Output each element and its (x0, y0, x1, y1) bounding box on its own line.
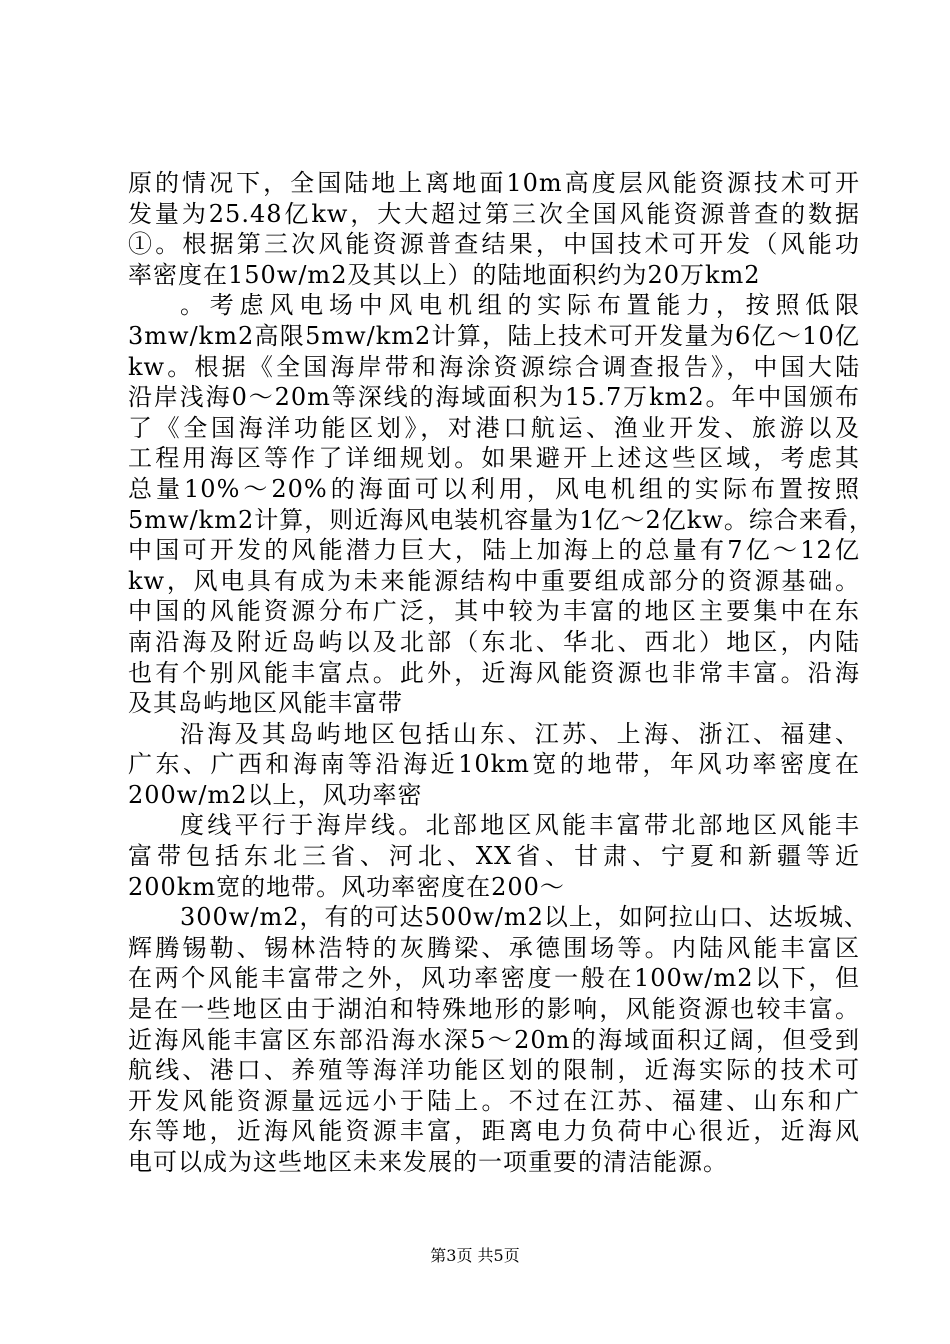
text-line: 广东、广西和海南等沿海近10km宽的地带，年风功率密度在 (128, 750, 860, 779)
text-line: 200w/m2以上，风功率密 (128, 780, 423, 809)
text-line: 电可以成为这些地区未来发展的一项重要的清洁能源。 (128, 1148, 728, 1176)
text-line: 东等地，近海风能资源丰富，距离电力负荷中心很近，近海风 (128, 1117, 860, 1146)
text-line: 300w/m2，有的可达500w/m2以上，如阿拉山口、达坂城、 (180, 903, 869, 932)
text-line: 辉腾锡勒、锡林浩特的灰腾梁、承德围场等。内陆风能丰富区 (128, 933, 860, 962)
text-line: 5mw/km2计算，则近海风电装机容量为1亿～2亿kw。综合来看， (128, 505, 874, 534)
text-line: 也有个别风能丰富点。此外，近海风能资源也非常丰富。沿海 (128, 658, 860, 687)
text-line: 工程用海区等作了详细规划。如果避开上述这些区域，考虑其 (128, 444, 860, 473)
text-line: 200km宽的地带。风功率密度在200～ (128, 872, 565, 901)
text-line: 了《全国海洋功能区划》，对港口航运、渔业开发、旅游以及 (128, 413, 860, 442)
text-line: kw。根据《全国海岸带和海涂资源综合调查报告》，中国大陆 (128, 352, 860, 381)
text-line: 率密度在150w/m2及其以上）的陆地面积约为20万km2 (128, 260, 761, 289)
text-line: 及其岛屿地区风能丰富带 (128, 689, 403, 718)
text-line: 中国的风能资源分布广泛，其中较为丰富的地区主要集中在东 (128, 597, 860, 626)
text-line: 度线平行于海岸线。北部地区风能丰富带北部地区风能丰 (180, 811, 860, 840)
text-line: 原的情况下，全国陆地上离地面10m高度层风能资源技术可开 (128, 169, 860, 197)
text-line: 沿岸浅海0～20m等深线的海域面积为15.7万km2。年中国颁布 (128, 383, 860, 412)
text-line: 富带包括东北三省、河北、XX省、甘肃、宁夏和新疆等近 (128, 842, 860, 871)
text-line: 开发风能资源量远远小于陆上。不过在江苏、福建、山东和广 (128, 1086, 860, 1115)
text-line: 在两个风能丰富带之外，风功率密度一般在100w/m2以下，但 (128, 964, 860, 993)
page-footer: 第3页 共5页 (430, 1246, 520, 1265)
text-line: ①。根据第三次风能资源普查结果，中国技术可开发（风能功 (128, 230, 860, 259)
text-line: 。考虑风电场中风电机组的实际布置能力，按照低限 (180, 291, 860, 320)
text-line: 沿海及其岛屿地区包括山东、江苏、上海、浙江、福建、 (180, 719, 860, 748)
text-line: 南沿海及附近岛屿以及北部（东北、华北、西北）地区，内陆 (128, 627, 860, 656)
text-line: 总量10%～20%的海面可以利用，风电机组的实际布置按照 (128, 474, 860, 503)
text-line: 是在一些地区由于湖泊和特殊地形的影响，风能资源也较丰富。 (128, 995, 860, 1024)
text-line: kw，风电具有成为未来能源结构中重要组成部分的资源基础。 (128, 566, 860, 595)
document-body (128, 168, 874, 1178)
text-line: 中国可开发的风能潜力巨大，陆上加海上的总量有7亿～12亿 (128, 536, 860, 565)
text-line: 近海风能丰富区东部沿海水深5～20m的海域面积辽阔，但受到 (128, 1025, 860, 1054)
text-line: 航线、港口、养殖等海洋功能区划的限制，近海实际的技术可 (128, 1056, 860, 1085)
text-line: 发量为25.48亿kw，大大超过第三次全国风能资源普查的数据 (128, 199, 860, 228)
text-line: 3mw/km2高限5mw/km2计算，陆上技术可开发量为6亿～10亿 (128, 321, 860, 350)
